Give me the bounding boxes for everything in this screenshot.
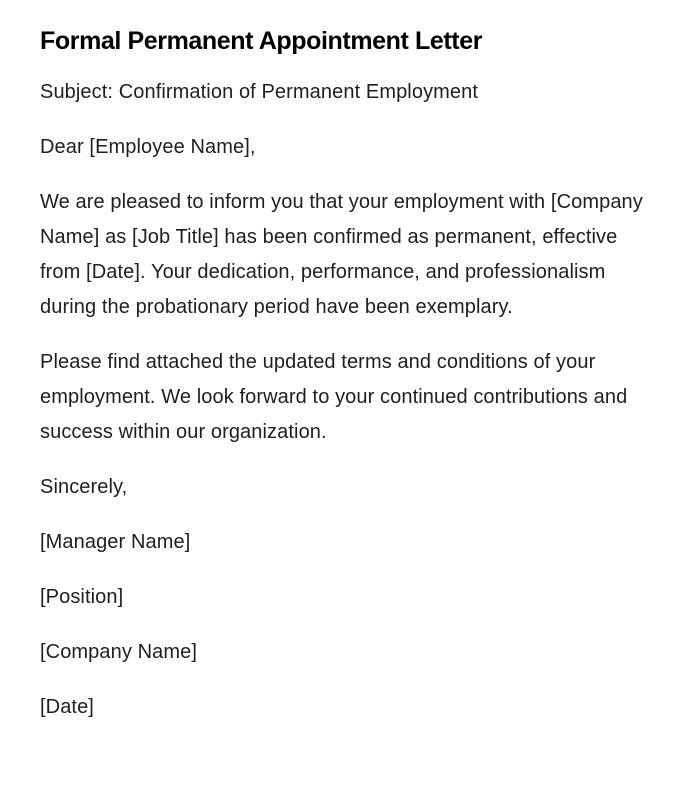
signature-company-name: [Company Name] <box>40 641 198 663</box>
signature-manager-name: [Manager Name] <box>40 531 191 553</box>
letter-body-paragraph-2: Please find attached the updated terms and conditions of your employment. We look forward to your continued contributions and success within our organization. <box>40 351 628 443</box>
letter-document <box>40 24 650 745</box>
signature-date: [Date] <box>40 696 94 718</box>
letter-title: Formal Permanent Appointment Letter <box>40 27 483 55</box>
letter-closing: Sincerely, <box>40 476 128 498</box>
letter-salutation: Dear [Employee Name], <box>40 136 256 158</box>
letter-body-paragraph-1: We are pleased to inform you that your employment with [Company Name] as [Job Title] has been confirmed as permanent, effective from [Date]. Your dedication, performance, and professionalism during the probationary period have been exemplary. <box>40 191 643 318</box>
signature-position: [Position] <box>40 586 124 608</box>
letter-subject: Subject: Confirmation of Permanent Employment <box>40 81 479 103</box>
